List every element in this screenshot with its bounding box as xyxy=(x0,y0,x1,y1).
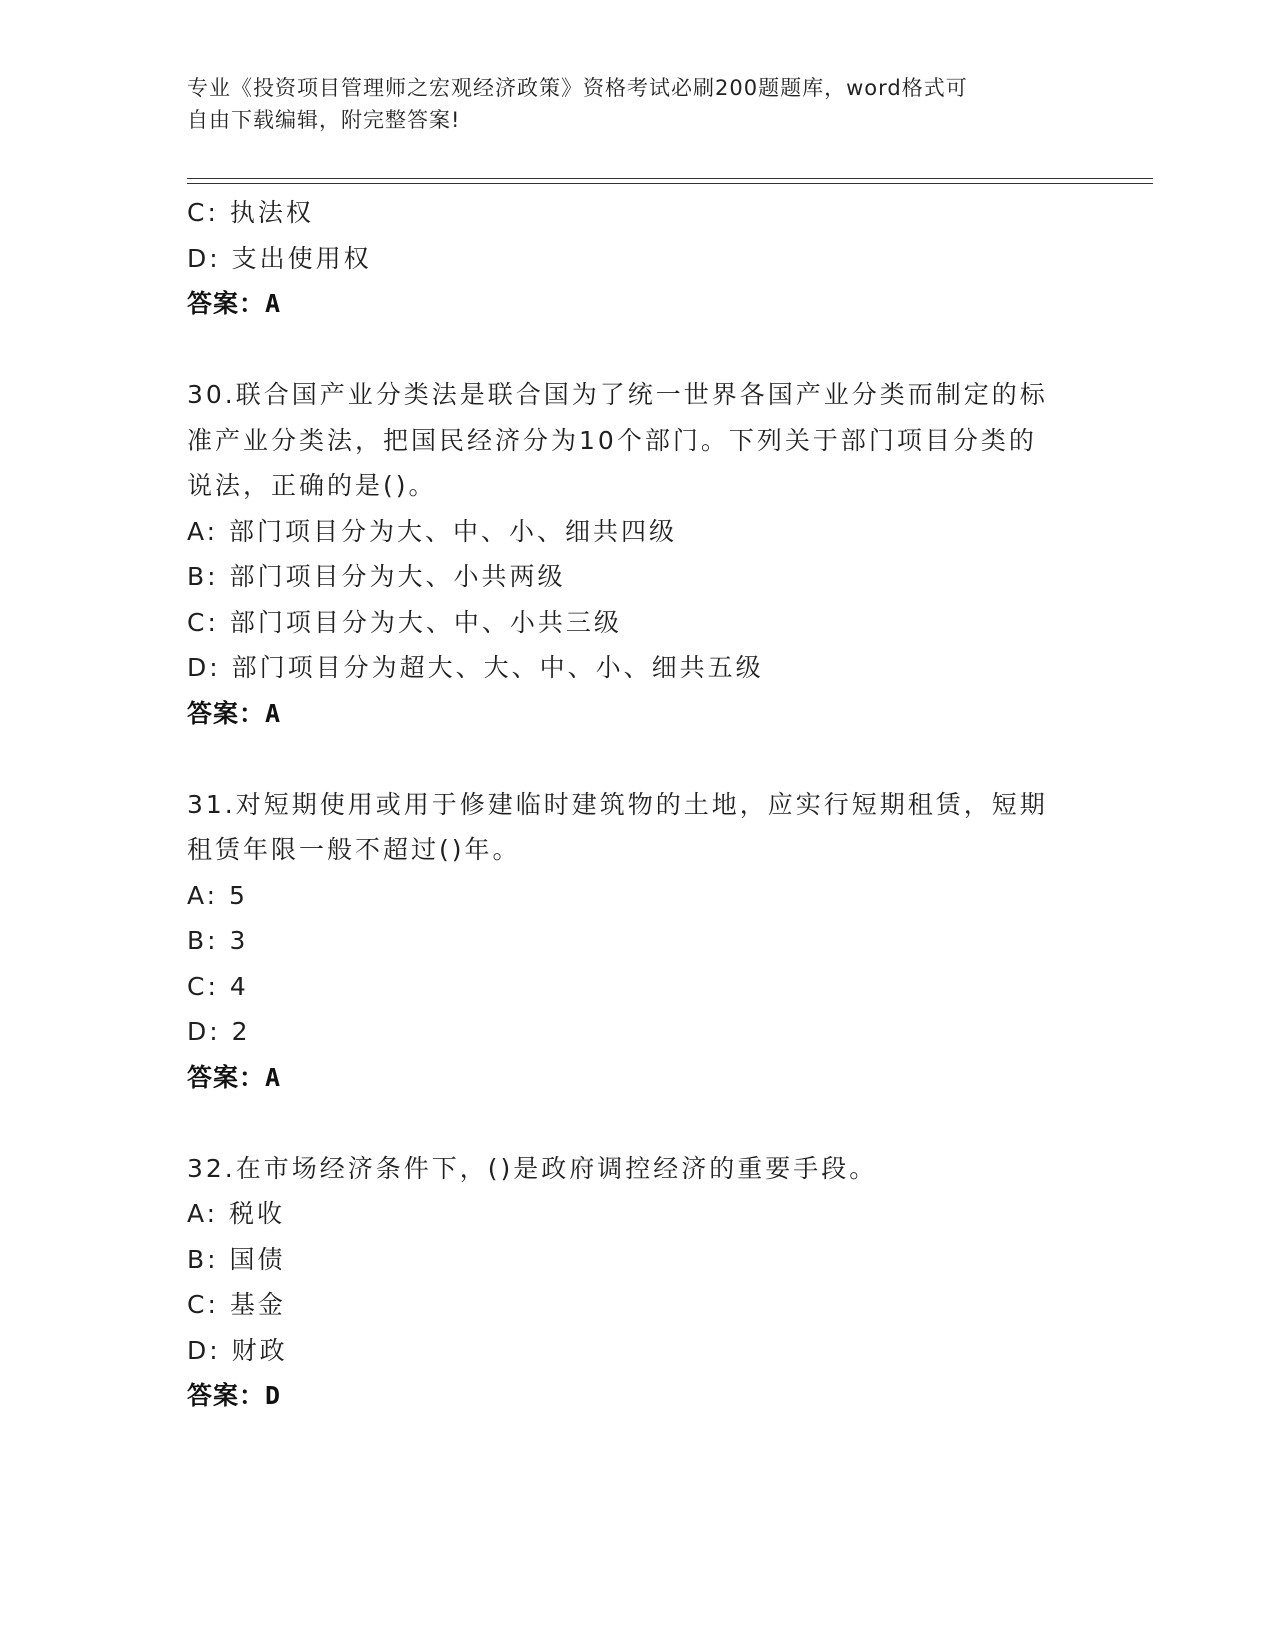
question-32 xyxy=(187,1146,1087,1419)
spacer xyxy=(187,736,1087,782)
option-b: B: 国债 xyxy=(187,1244,286,1274)
question-text-line: 租赁年限一般不超过()年。 xyxy=(187,835,521,864)
header-divider-bottom xyxy=(187,183,1153,184)
option-b: B: 部门项目分为大、小共两级 xyxy=(187,562,566,591)
option-c: C: 部门项目分为大、中、小共三级 xyxy=(187,607,622,637)
option-c: C: 4 xyxy=(187,971,249,1001)
answer-line: 答案：A xyxy=(187,698,282,728)
option-d: D: 部门项目分为超大、大、中、小、细共五级 xyxy=(187,653,764,682)
option-d: D: 支出使用权 xyxy=(187,243,372,273)
header-line-1: 专业《投资项目管理师之宏观经济政策》资格考试必刷200题题库，word格式可 xyxy=(187,76,968,100)
question-text-line: 32.在市场经济条件下，()是政府调控经济的重要手段。 xyxy=(187,1153,878,1183)
question-text-line: 31.对短期使用或用于修建临时建筑物的土地，应实行短期租赁，短期 xyxy=(187,789,1048,819)
question-text-line: 30.联合国产业分类法是联合国为了统一世界各国产业分类而制定的标 xyxy=(187,380,1048,409)
question-29-continuation xyxy=(187,190,1087,327)
question-31 xyxy=(187,782,1087,1101)
document-header xyxy=(187,72,1067,136)
option-c: C: 基金 xyxy=(187,1290,286,1319)
question-30 xyxy=(187,372,1087,736)
spacer xyxy=(187,327,1087,373)
question-content xyxy=(187,190,1087,1419)
option-d: D: 2 xyxy=(187,1017,251,1046)
question-text-line: 准产业分类法，把国民经济分为10个部门。下列关于部门项目分类的 xyxy=(187,425,1037,455)
header-line-2: 自由下载编辑，附完整答案! xyxy=(187,108,461,132)
answer-line: 答案：D xyxy=(187,1381,282,1410)
question-text-line: 说法，正确的是()。 xyxy=(187,471,437,500)
spacer xyxy=(187,1100,1087,1146)
option-d: D: 财政 xyxy=(187,1335,288,1365)
option-c: C: 执法权 xyxy=(187,198,314,227)
answer-line: 答案：A xyxy=(187,289,282,318)
option-a: A: 部门项目分为大、中、小、细共四级 xyxy=(187,516,678,546)
option-a: A: 税收 xyxy=(187,1199,286,1228)
header-divider-top xyxy=(187,178,1153,179)
option-b: B: 3 xyxy=(187,926,249,955)
option-a: A: 5 xyxy=(187,880,248,910)
answer-line: 答案：A xyxy=(187,1062,282,1092)
